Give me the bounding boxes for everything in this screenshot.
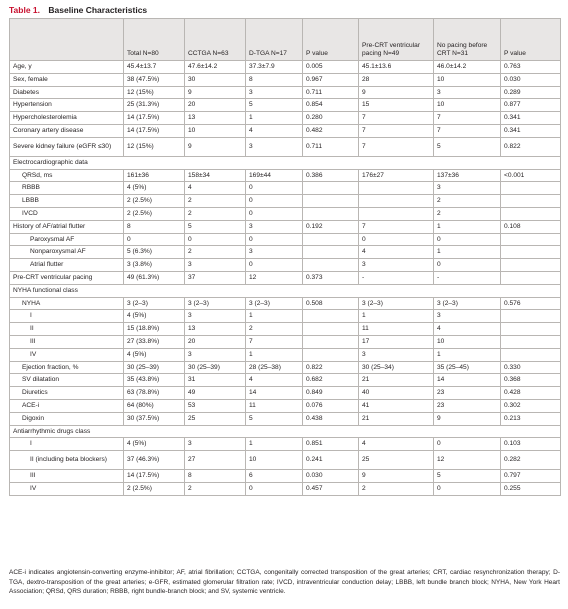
table-cell: 31 (185, 374, 246, 387)
table-cell: 3 (185, 310, 246, 323)
row-label: SV dilatation (10, 374, 124, 387)
row-label: Age, y (10, 61, 124, 74)
table-cell: 0.341 (501, 112, 561, 125)
table-row (10, 399, 561, 412)
table-row (10, 220, 561, 233)
table-caption (9, 5, 147, 15)
table-cell: 45.1±13.6 (359, 61, 434, 74)
table-row (10, 182, 561, 195)
table-cell (303, 195, 359, 208)
table-title: Baseline Characteristics (48, 5, 148, 15)
row-label: LBBB (10, 195, 124, 208)
table-cell: 2 (2.5%) (124, 482, 185, 495)
table-cell: 49 (185, 387, 246, 400)
table-footnote: ACE-i indicates angiotensin-converting enzyme-inhibitor; AF, atrial fibrillation; CCTGA, congenitally corrected transposition of the great arteries; CRT, cardiac resynchronization therapy; D-TGA, dextro-transposition of the great arteries; e-GFR, estimated glomerular filtration rate; IVCD, intraventricular conduction delay; LBBB, left bundle branch block; NYHA, New York Heart Association; QRSd, QRS duration; RBBB, right bundle-branch block; and SV, systemic ventricle. (9, 569, 560, 596)
table-cell: 5 (434, 137, 501, 156)
table-cell: 0 (434, 438, 501, 451)
table-cell: 2 (434, 207, 501, 220)
row-label: IVCD (10, 207, 124, 220)
table-row (10, 233, 561, 246)
row-label: Severe kidney failure (eGFR ≤30) (10, 137, 124, 156)
table-cell: <0.001 (501, 169, 561, 182)
table-cell: 0 (434, 482, 501, 495)
table-cell: 64 (80%) (124, 399, 185, 412)
table-cell: 8 (185, 470, 246, 483)
table-body (10, 61, 561, 496)
table-cell (359, 182, 434, 195)
table-cell: 23 (434, 387, 501, 400)
table-cell: 3 (434, 86, 501, 99)
table-cell: 0 (359, 233, 434, 246)
table-cell: 37 (185, 271, 246, 284)
table-cell: 0.457 (303, 482, 359, 495)
table-cell: 37 (46.3%) (124, 451, 185, 470)
table-cell: 28 (359, 73, 434, 86)
table-cell: 10 (434, 335, 501, 348)
table-cell (359, 207, 434, 220)
table-cell: 0.763 (501, 61, 561, 74)
table-cell: 4 (5%) (124, 438, 185, 451)
table-cell: 8 (124, 220, 185, 233)
table-cell: 5 (246, 99, 303, 112)
table-row (10, 451, 561, 470)
table-row (10, 86, 561, 99)
table-row (10, 112, 561, 125)
table-cell: 0.341 (501, 124, 561, 137)
table-cell: 2 (246, 323, 303, 336)
column-header (10, 19, 124, 61)
table-cell: 3 (246, 220, 303, 233)
table-cell: 11 (359, 323, 434, 336)
table-cell: 0 (246, 233, 303, 246)
table-row (10, 335, 561, 348)
table-cell: 8 (246, 73, 303, 86)
table-row (10, 323, 561, 336)
table-cell: 0.368 (501, 374, 561, 387)
row-label: Hypercholesterolemia (10, 112, 124, 125)
table-cell: 15 (18.8%) (124, 323, 185, 336)
table-cell: 0 (434, 233, 501, 246)
table-cell: 7 (359, 137, 434, 156)
table-cell: 30 (25–39) (124, 361, 185, 374)
table-cell: 3 (434, 182, 501, 195)
table-row (10, 207, 561, 220)
table-cell: 0.005 (303, 61, 359, 74)
table-cell: 30 (25–34) (359, 361, 434, 374)
table-cell: 37.3±7.9 (246, 61, 303, 74)
table-row (10, 348, 561, 361)
table-cell: 3 (359, 348, 434, 361)
table-header-row (10, 19, 561, 61)
baseline-characteristics-table (9, 18, 561, 496)
table-cell: 0.030 (303, 470, 359, 483)
table-cell: 53 (185, 399, 246, 412)
table-cell: 35 (43.8%) (124, 374, 185, 387)
table-cell: 0.797 (501, 470, 561, 483)
table-cell: 9 (185, 137, 246, 156)
table-cell: 0 (124, 233, 185, 246)
row-label: III (10, 335, 124, 348)
table-cell (303, 323, 359, 336)
table-cell: 1 (434, 246, 501, 259)
section-row (10, 156, 561, 169)
table-cell: 0.103 (501, 438, 561, 451)
row-label: Pre-CRT ventricular pacing (10, 271, 124, 284)
row-label: Sex, female (10, 73, 124, 86)
table-cell (501, 348, 561, 361)
table-cell: 14 (17.5%) (124, 470, 185, 483)
table-cell: 15 (359, 99, 434, 112)
table-cell: 35 (25–45) (434, 361, 501, 374)
table-cell (303, 207, 359, 220)
row-label: Digoxin (10, 412, 124, 425)
section-row (10, 425, 561, 438)
column-header: P value (501, 19, 561, 61)
table-cell: 0.255 (501, 482, 561, 495)
table-cell (501, 246, 561, 259)
table-cell: 12 (434, 451, 501, 470)
table-cell: 2 (2.5%) (124, 207, 185, 220)
table-cell: 30 (185, 73, 246, 86)
table-cell: - (434, 271, 501, 284)
table-cell (501, 182, 561, 195)
table-cell: 3 (185, 348, 246, 361)
table-cell: 7 (434, 124, 501, 137)
table-cell: 5 (246, 412, 303, 425)
table-cell: 1 (434, 220, 501, 233)
table-cell (501, 195, 561, 208)
table-cell: 176±27 (359, 169, 434, 182)
row-label: RBBB (10, 182, 124, 195)
table-cell: 7 (359, 124, 434, 137)
table-cell: 4 (5%) (124, 182, 185, 195)
table-cell: 1 (359, 310, 434, 323)
table-row (10, 310, 561, 323)
table-cell: 0.877 (501, 99, 561, 112)
table-cell: 0.280 (303, 112, 359, 125)
table-cell (501, 323, 561, 336)
table-cell: 30 (25–39) (185, 361, 246, 374)
table-cell: 158±34 (185, 169, 246, 182)
section-heading: Electrocardiographic data (10, 156, 561, 169)
table-cell: 9 (359, 470, 434, 483)
row-label: NYHA (10, 297, 124, 310)
table-cell: 45.4±13.7 (124, 61, 185, 74)
row-label: Coronary artery disease (10, 124, 124, 137)
table-cell: 10 (246, 451, 303, 470)
table-row (10, 374, 561, 387)
table-label: Table 1. (9, 5, 41, 15)
column-header: CCTGA N=63 (185, 19, 246, 61)
table-cell: 0.030 (501, 73, 561, 86)
table-cell: 1 (434, 348, 501, 361)
column-header: Total N=80 (124, 19, 185, 61)
row-label: Hypertension (10, 99, 124, 112)
table-cell: 12 (15%) (124, 86, 185, 99)
section-row (10, 284, 561, 297)
table-row (10, 259, 561, 272)
table-cell: 1 (246, 112, 303, 125)
table-cell: 2 (185, 482, 246, 495)
row-label: I (10, 438, 124, 451)
table-row (10, 361, 561, 374)
table-cell: 6 (246, 470, 303, 483)
table-cell (303, 246, 359, 259)
table-cell: 0.428 (501, 387, 561, 400)
table-cell: 0.386 (303, 169, 359, 182)
table-cell: 28 (25–38) (246, 361, 303, 374)
table-cell: 25 (31.3%) (124, 99, 185, 112)
table-cell: 0 (246, 182, 303, 195)
table-cell: 0.508 (303, 297, 359, 310)
table-row (10, 246, 561, 259)
table-cell: 0.851 (303, 438, 359, 451)
table-cell (303, 233, 359, 246)
table-cell: 0.282 (501, 451, 561, 470)
table-cell: 14 (17.5%) (124, 124, 185, 137)
table-cell: 0.438 (303, 412, 359, 425)
table-cell: 7 (359, 220, 434, 233)
table-cell (501, 271, 561, 284)
table-cell: 4 (185, 182, 246, 195)
table-row (10, 124, 561, 137)
table-cell: 137±36 (434, 169, 501, 182)
table-cell: 0 (246, 482, 303, 495)
table-cell: 3 (2–3) (185, 297, 246, 310)
table-row (10, 438, 561, 451)
table-cell: 13 (185, 323, 246, 336)
table-cell: 63 (78.8%) (124, 387, 185, 400)
table-cell: 3 (2–3) (124, 297, 185, 310)
row-label: Nonparoxysmal AF (10, 246, 124, 259)
table-cell: 25 (359, 451, 434, 470)
table-cell: 10 (434, 73, 501, 86)
table-cell: 2 (185, 207, 246, 220)
table-cell: 3 (434, 310, 501, 323)
table-cell: - (359, 271, 434, 284)
table-cell: 0 (246, 195, 303, 208)
row-label: Paroxysmal AF (10, 233, 124, 246)
table-cell: 14 (246, 387, 303, 400)
section-heading: Antiarrhythmic drugs class (10, 425, 561, 438)
table-cell: 3 (246, 86, 303, 99)
table-cell: 0.108 (501, 220, 561, 233)
table-cell: 0.373 (303, 271, 359, 284)
table-cell: 2 (359, 482, 434, 495)
table-cell: 0 (246, 207, 303, 220)
table-cell: 0.330 (501, 361, 561, 374)
table-cell: 30 (37.5%) (124, 412, 185, 425)
table-cell (501, 335, 561, 348)
table-cell: 0 (246, 259, 303, 272)
row-label: II (10, 323, 124, 336)
table-cell: 14 (434, 374, 501, 387)
table-row (10, 271, 561, 284)
table-cell: 0.822 (303, 361, 359, 374)
table-cell: 4 (359, 246, 434, 259)
table-cell: 0 (434, 259, 501, 272)
table-cell: 161±36 (124, 169, 185, 182)
table-row (10, 99, 561, 112)
table-cell: 9 (185, 86, 246, 99)
column-header: D-TGA N=17 (246, 19, 303, 61)
table-cell: 38 (47.5%) (124, 73, 185, 86)
table-cell: 3 (2–3) (359, 297, 434, 310)
table-cell: 1 (246, 348, 303, 361)
table-cell (501, 207, 561, 220)
row-label: QRSd, ms (10, 169, 124, 182)
table-cell: 11 (246, 399, 303, 412)
table-cell (501, 233, 561, 246)
table-cell: 0.289 (501, 86, 561, 99)
table-cell (303, 335, 359, 348)
table-cell: 4 (5%) (124, 310, 185, 323)
row-label: III (10, 470, 124, 483)
table-cell: 3 (359, 259, 434, 272)
table-cell: 27 (185, 451, 246, 470)
table-cell: 20 (185, 335, 246, 348)
table-cell (501, 310, 561, 323)
table-cell: 9 (359, 86, 434, 99)
row-label: I (10, 310, 124, 323)
table-cell: 12 (15%) (124, 137, 185, 156)
table-cell: 0.967 (303, 73, 359, 86)
table-cell: 3 (246, 246, 303, 259)
table-cell: 0.192 (303, 220, 359, 233)
row-label: IV (10, 348, 124, 361)
row-label: Ejection fraction, % (10, 361, 124, 374)
table-cell: 5 (434, 470, 501, 483)
table-cell: 0.482 (303, 124, 359, 137)
table-cell (303, 259, 359, 272)
table-cell: 0.682 (303, 374, 359, 387)
table-cell: 7 (246, 335, 303, 348)
table-row (10, 195, 561, 208)
table-cell: 0 (185, 233, 246, 246)
table-cell: 0.822 (501, 137, 561, 156)
column-header: Pre-CRT ventricular pacing N=49 (359, 19, 434, 61)
table-cell: 3 (2–3) (434, 297, 501, 310)
table-cell: 2 (185, 246, 246, 259)
table-cell: 0.213 (501, 412, 561, 425)
table-cell: 5 (6.3%) (124, 246, 185, 259)
table-cell: 2 (434, 195, 501, 208)
table-cell: 21 (359, 374, 434, 387)
table-row (10, 412, 561, 425)
table-cell: 7 (434, 112, 501, 125)
table-cell: 4 (246, 374, 303, 387)
row-label: Diuretics (10, 387, 124, 400)
table-cell: 0.076 (303, 399, 359, 412)
section-heading: NYHA functional class (10, 284, 561, 297)
table-cell: 1 (246, 438, 303, 451)
table-row (10, 482, 561, 495)
table-cell: 0.849 (303, 387, 359, 400)
table-row (10, 297, 561, 310)
table-cell: 7 (359, 112, 434, 125)
column-header: No pacing before CRT N=31 (434, 19, 501, 61)
table-cell: 21 (359, 412, 434, 425)
table-cell: 41 (359, 399, 434, 412)
table-cell: 46.0±14.2 (434, 61, 501, 74)
table-row (10, 169, 561, 182)
table-cell: 0.711 (303, 86, 359, 99)
table-cell: 4 (434, 323, 501, 336)
table-cell: 23 (434, 399, 501, 412)
table-row (10, 61, 561, 74)
row-label: Atrial flutter (10, 259, 124, 272)
table-cell: 0.302 (501, 399, 561, 412)
table-cell: 17 (359, 335, 434, 348)
table-cell: 1 (246, 310, 303, 323)
row-label: IV (10, 482, 124, 495)
table-cell (303, 348, 359, 361)
table-cell: 47.6±14.2 (185, 61, 246, 74)
table-cell: 3 (185, 259, 246, 272)
row-label: Diabetes (10, 86, 124, 99)
table-cell: 2 (2.5%) (124, 195, 185, 208)
table-cell: 3 (246, 137, 303, 156)
column-header: P value (303, 19, 359, 61)
table-cell: 4 (5%) (124, 348, 185, 361)
table-cell: 4 (246, 124, 303, 137)
table-cell (303, 182, 359, 195)
row-label: II (including beta blockers) (10, 451, 124, 470)
table-cell (303, 310, 359, 323)
table-cell: 27 (33.8%) (124, 335, 185, 348)
row-label: ACE-i (10, 399, 124, 412)
table-cell: 169±44 (246, 169, 303, 182)
table-cell: 12 (246, 271, 303, 284)
table-cell: 49 (61.3%) (124, 271, 185, 284)
table-cell: 20 (185, 99, 246, 112)
table-cell: 3 (2–3) (246, 297, 303, 310)
table-cell: 0.241 (303, 451, 359, 470)
table-cell: 13 (185, 112, 246, 125)
row-label: History of AF/atrial flutter (10, 220, 124, 233)
table-cell: 14 (17.5%) (124, 112, 185, 125)
table-cell: 25 (185, 412, 246, 425)
table-cell: 9 (434, 412, 501, 425)
table-cell: 4 (359, 438, 434, 451)
table-cell: 0.711 (303, 137, 359, 156)
table-cell: 10 (185, 124, 246, 137)
table-cell: 0.854 (303, 99, 359, 112)
table-cell: 3 (3.8%) (124, 259, 185, 272)
table-cell: 2 (185, 195, 246, 208)
table-row (10, 137, 561, 156)
table-row (10, 470, 561, 483)
table-cell: 3 (185, 438, 246, 451)
table-cell: 5 (185, 220, 246, 233)
table-row (10, 387, 561, 400)
table-cell: 0.576 (501, 297, 561, 310)
table-cell: 40 (359, 387, 434, 400)
table-cell (501, 259, 561, 272)
table-cell (359, 195, 434, 208)
table-cell: 10 (434, 99, 501, 112)
table-row (10, 73, 561, 86)
